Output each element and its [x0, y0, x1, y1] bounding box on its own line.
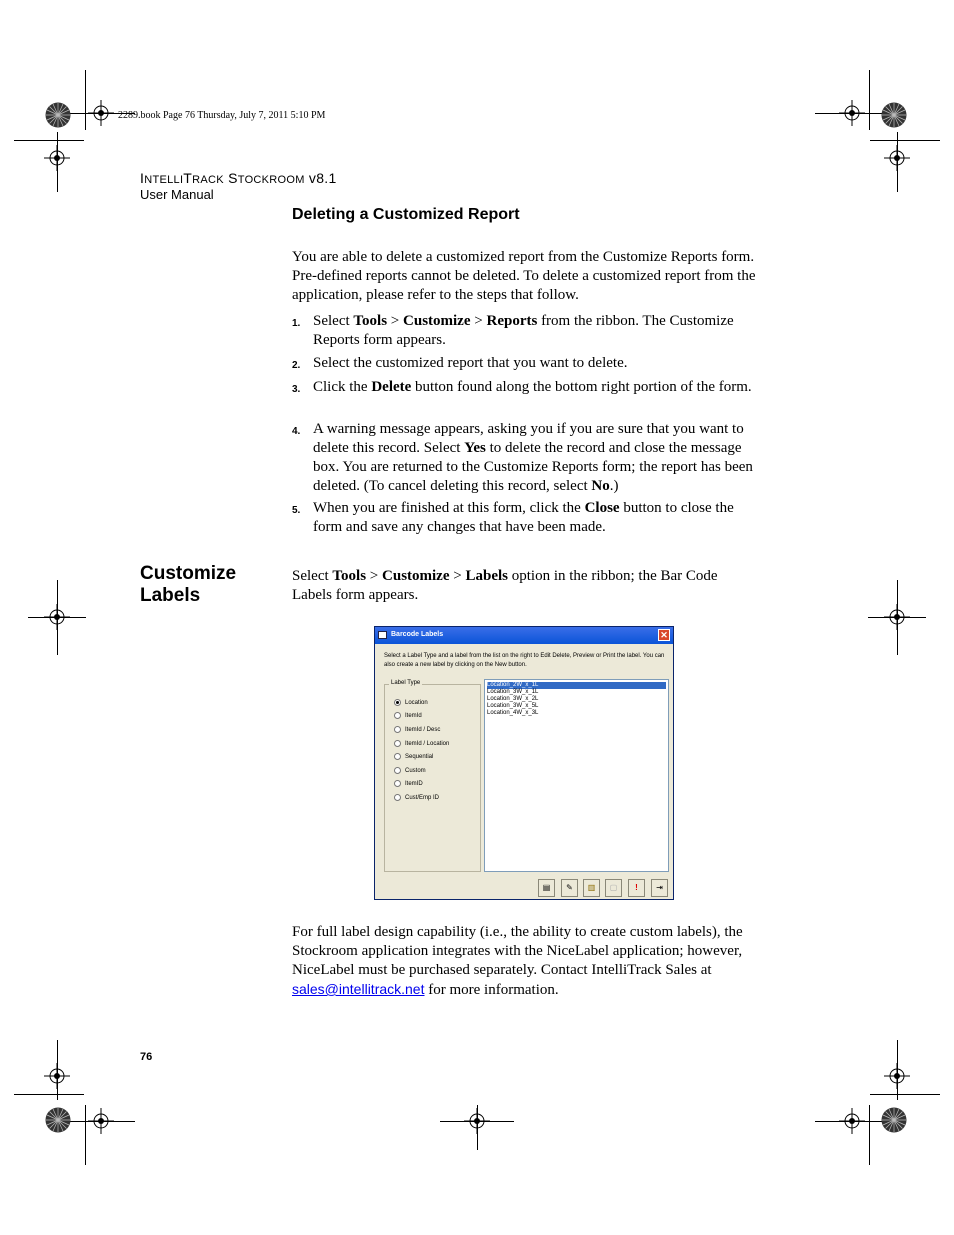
close-button[interactable] [651, 879, 668, 897]
registration-mark-icon [88, 1108, 114, 1134]
label-type-group [384, 680, 481, 872]
list-item[interactable]: Location_4W_x_3L [487, 710, 539, 716]
new-icon: ▤ [542, 883, 551, 892]
rosette-mark-icon [45, 1107, 71, 1133]
radio-cust-emp-id[interactable]: Cust/Emp ID [394, 794, 439, 801]
print-button[interactable] [628, 879, 645, 897]
section-heading-labels: Customize Labels [140, 563, 237, 606]
radio-itemid-location[interactable]: ItemId / Location [394, 740, 449, 747]
section-heading-delete: Deleting a Customized Report [292, 206, 520, 223]
dialog-title: Barcode Labels [391, 631, 444, 638]
page-number: 76 [140, 1051, 153, 1063]
preview-icon: ▢ [609, 883, 618, 892]
list-item[interactable]: Location_3W_x_5L [487, 703, 539, 709]
radio-custom[interactable]: Custom [394, 767, 426, 774]
rosette-mark-icon [45, 102, 71, 128]
registration-mark-icon [464, 1108, 490, 1134]
registration-mark-icon [44, 604, 70, 630]
registration-mark-icon [44, 1063, 70, 1089]
list-item[interactable]: Location_3W_x_1L [487, 689, 539, 695]
registration-mark-icon [884, 145, 910, 171]
radio-itemid[interactable]: ItemId [394, 712, 422, 719]
window-icon [378, 631, 387, 639]
registration-mark-icon [884, 604, 910, 630]
labels-intro-paragraph: Select Tools > Customize > Labels option in the ribbon; the Bar Code Labels form appears. [292, 568, 718, 603]
list-item[interactable]: Location_2W_x_1L [487, 682, 666, 689]
radio-sequential[interactable]: Sequential [394, 753, 433, 760]
print-slug: 2289.book Page 76 Thursday, July 7, 2011 5:10 PM [118, 110, 326, 121]
dialog-instructions: Select a Label Type and a label from the list on the right to Edit Delete, Preview or Print the label. You can also create a new label by clicking on the New button. [384, 653, 665, 668]
running-header-subtitle: User Manual [140, 187, 214, 202]
close-icon: ⇥ [656, 883, 663, 892]
labels-listbox[interactable] [484, 679, 669, 872]
barcode-labels-dialog [374, 626, 674, 900]
registration-mark-icon [839, 1108, 865, 1134]
group-label: Label Type [391, 680, 421, 686]
close-icon[interactable]: ✕ [658, 629, 670, 641]
delete-button[interactable] [583, 879, 600, 897]
edit-icon: ✎ [566, 883, 573, 892]
radio-location[interactable]: Location [394, 699, 428, 706]
sales-email-link[interactable]: sales@intellitrack.net [292, 981, 425, 997]
edit-button[interactable] [561, 879, 578, 897]
radio-itemid-desc[interactable]: ItemId / Desc [394, 726, 440, 733]
registration-mark-icon [44, 145, 70, 171]
delete-icon: ▥ [587, 883, 596, 892]
preview-button[interactable] [605, 879, 622, 897]
running-header-title: INTELLITRACK STOCKROOM v8.1 [140, 170, 337, 186]
registration-mark-icon [839, 100, 865, 126]
intro-paragraph: You are able to delete a customized report from the Customize Reports form. Pre-defined reports cannot be deleted. To delete a customized report from the application, please refer to the steps that follow. [292, 249, 756, 303]
rosette-mark-icon [881, 102, 907, 128]
radio-itemid-2[interactable]: ItemID [394, 780, 423, 787]
print-icon: ! [635, 883, 638, 892]
rosette-mark-icon [881, 1107, 907, 1133]
registration-mark-icon [88, 100, 114, 126]
nicelabel-paragraph: For full label design capability (i.e., the ability to create custom labels), the Stockroom application integrates with the NiceLabel application; however, NiceLabel must be purchased separately. Contact IntelliTrack Sales at sales@intellitrack.net for more information. [292, 924, 743, 998]
dialog-title-bar [375, 627, 673, 644]
list-item[interactable]: Location_3W_x_2L [487, 696, 539, 702]
new-button[interactable] [538, 879, 555, 897]
registration-mark-icon [884, 1063, 910, 1089]
